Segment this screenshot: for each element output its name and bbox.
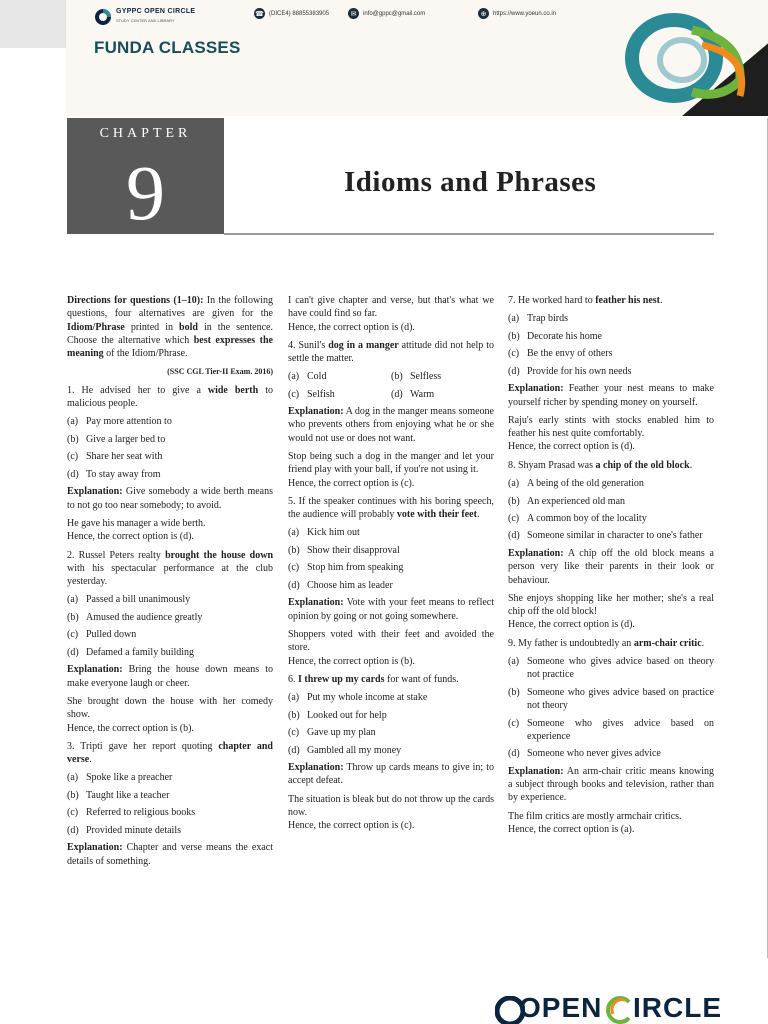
answer-1: Hence, the correct option is (d). — [67, 531, 194, 543]
directions-bold: bold — [179, 321, 198, 333]
option: (d) Someone who never gives advice — [508, 748, 661, 760]
explanation-3: Explanation: Chapter and verse means the exact details of something. — [67, 842, 273, 867]
answer-4: Hence, the correct option is (c). — [288, 477, 415, 489]
question-6: 6. I threw up my cards for want of funds. — [288, 673, 459, 685]
option: (a) Spoke like a preacher — [67, 772, 173, 784]
option: (a) Put my whole income at stake — [288, 692, 428, 704]
option: (b) Give a larger bed to — [67, 433, 166, 445]
example-6: The situation is bleak but do not throw up the cards now. — [288, 793, 494, 818]
page-header — [66, 0, 768, 116]
directions-text: in the sentence. Choose the alternative which — [67, 321, 273, 346]
option: (a) Passed a bill unanimously — [67, 594, 191, 606]
option: (a) Cold — [288, 371, 327, 383]
option: (b) An experienced old man — [508, 495, 626, 507]
option: (c) Gave up my plan — [288, 727, 376, 739]
directions-text: In the following questions, four alternatives are given for the — [67, 295, 273, 320]
chapter-number: 9 — [126, 149, 165, 236]
example-4: Stop being such a dog in the manger and let your friend play with your ball, if you're not using it. — [288, 450, 494, 476]
answer-7: Hence, the correct option is (d). — [508, 441, 635, 453]
example-5: Shoppers voted with their feet and avoided the store. — [288, 628, 494, 654]
chapter-title: Idioms and Phrases — [344, 166, 597, 198]
option: (d) To stay away from — [67, 468, 161, 480]
answer-6: Hence, the correct option is (c). — [288, 820, 415, 832]
question-4-options-row — [288, 370, 494, 383]
example-3: I can't give chapter and verse, but that's what we have could find so far. — [288, 295, 494, 320]
column-3 — [508, 294, 714, 841]
option: (d) Provided minute details — [67, 824, 181, 836]
explanation-7: Explanation: Feather your nest means to make yourself richer by spending money on yourself. — [508, 383, 714, 408]
question-7: 7. He worked hard to feather his nest. — [508, 295, 663, 306]
option: (b) Someone who gives advice based on practice not theory — [508, 686, 714, 712]
question-5: 5. If the speaker continues with his boring speech, the audience will probably vote with their feet. — [288, 495, 494, 521]
question-7-options — [508, 312, 714, 378]
example-8: She enjoys shopping like her mother; she's a real chip off the old block! — [508, 592, 714, 618]
website-contact — [478, 8, 556, 19]
phone-text: (DICE4) 88855383905 — [269, 10, 330, 17]
explanation-5: Explanation: Vote with your feet means to reflect opinion by going or not going somewhere. — [288, 597, 494, 622]
org-name: GYPPC OPEN CIRCLE — [116, 8, 196, 15]
swirl-logo-icon — [622, 0, 768, 116]
brand-title: FUNDA CLASSES — [94, 38, 241, 57]
directions — [67, 294, 273, 360]
title-rule — [224, 233, 714, 235]
answer-3: Hence, the correct option is (d). — [288, 321, 415, 333]
option: (d) Defamed a family building — [67, 646, 195, 658]
footer-logo-right: IRCLE — [633, 992, 722, 1023]
option: (c) Pulled down — [67, 629, 137, 641]
column-1 — [67, 294, 273, 873]
email-text: info@gppc@gmail.com — [363, 10, 426, 17]
option: (c) Someone who gives advice based on experience — [508, 717, 714, 742]
option: (c) Referred to religious books — [67, 807, 196, 819]
explanation-6: Explanation: Throw up cards means to give in; to accept defeat. — [288, 762, 494, 787]
directions-text: of the Idiom/Phrase. — [103, 348, 188, 360]
explanation-1: Explanation: Give somebody a wide berth means to not go too near somebody; to avoid. — [67, 486, 273, 511]
option: (d) Warm — [391, 388, 435, 400]
option: (a) Kick him out — [288, 527, 360, 539]
option: (a) Someone who gives advice based on theory not practice — [508, 656, 714, 681]
phone-icon: ☎ — [254, 8, 265, 19]
question-1: 1. He advised her to give a wide berth to malicious people. — [67, 384, 273, 410]
answer-2: Hence, the correct option is (b). — [67, 722, 194, 734]
option: (b) Show their disapproval — [288, 544, 400, 556]
option: (c) Selfish — [288, 388, 335, 400]
option: (c) Share her seat with — [67, 451, 163, 463]
question-4: 4. Sunil's dog in a manger attitude did not help to settle the matter. — [288, 339, 495, 365]
question-3: 3. Tripti gave her report quoting chapter and verse. — [67, 740, 273, 766]
option: (d) Gambled all my money — [288, 744, 402, 756]
directions-bold: best expresses the meaning — [67, 334, 273, 360]
exam-source: (SSC CGL Tier-II Exam. 2016) — [167, 367, 273, 377]
question-9: 9. My father is undoubtedly an arm-chair critic. — [508, 637, 705, 649]
question-4-options-row — [288, 388, 494, 401]
directions-bold: Idiom/Phrase — [67, 321, 125, 333]
globe-icon: ⊕ — [478, 8, 489, 19]
explanation-9: Explanation: An arm-chair critic means knowing a subject through books and television, rather than by experience. — [508, 765, 714, 804]
option: (d) Choose him as leader — [288, 579, 393, 591]
question-9-options — [508, 655, 714, 761]
question-2-options — [67, 593, 273, 659]
option: (a) Trap birds — [508, 313, 569, 325]
option: (c) Be the envy of others — [508, 348, 613, 360]
question-6-options — [288, 691, 494, 757]
option: (b) Amused the audience greatly — [67, 611, 203, 623]
explanation-8: Explanation: A chip off the old block means a person very like their parents in their look or behaviour. — [508, 547, 714, 586]
question-8: 8. Shyam Prasad was a chip of the old block. — [508, 459, 693, 471]
example-9: The film critics are mostly armchair critics. — [508, 810, 682, 822]
open-circle-logo-icon — [94, 8, 112, 26]
directions-heading: Directions for questions (1–10): — [67, 295, 204, 306]
option: (b) Decorate his home — [508, 330, 602, 342]
option: (b) Selfless — [391, 371, 442, 383]
column-2 — [288, 294, 494, 838]
question-2: 2. Russel Peters realty brought the house down with his spectacular performance at the club yesterday. — [67, 549, 274, 588]
question-5-options — [288, 526, 494, 592]
explanation-4: Explanation: A dog in the manger means someone who prevents others from enjoying what he or she would not use or does not want. — [288, 406, 494, 444]
viewer-margin — [0, 0, 66, 48]
option: (d) Someone similar in character to one's father — [508, 530, 703, 542]
answer-5: Hence, the correct option is (b). — [288, 655, 415, 667]
chapter-label: CHAPTER — [99, 126, 192, 141]
question-3-options — [67, 771, 273, 837]
footer-logo-left: OPEN — [519, 992, 603, 1023]
website-text: https://www.yoeun.co.in — [493, 10, 557, 17]
answer-8: Hence, the correct option is (d). — [508, 619, 635, 631]
explanation-2: Explanation: Bring the house down means to make everyone laugh or cheer. — [67, 664, 273, 689]
chapter-box — [67, 118, 224, 234]
mail-icon: ✉ — [348, 8, 359, 19]
option: (c) A common boy of the locality — [508, 512, 647, 524]
option: (a) A being of the old generation — [508, 478, 644, 490]
answer-9: Hence, the correct option is (a). — [508, 824, 635, 836]
email-contact — [348, 8, 425, 19]
footer-swirl-icon — [605, 994, 635, 1024]
footer-logo — [495, 990, 768, 1024]
option: (c) Stop him from speaking — [288, 562, 404, 574]
question-8-options — [508, 477, 714, 543]
example-2: She brought down the house with her comedy show. — [67, 695, 273, 721]
phone-contact — [254, 8, 329, 19]
option: (d) Provide for his own needs — [508, 365, 632, 377]
option: (a) Pay more attention to — [67, 416, 172, 428]
example-7: Raju's early stints with stocks enabled him to feather his nest quite comfortably. — [508, 414, 714, 440]
org-subtitle: STUDY CENTER AND LIBRARY — [116, 18, 175, 23]
example-1: He gave his manager a wide berth. — [67, 517, 206, 529]
option: (b) Looked out for help — [288, 709, 387, 721]
question-1-options — [67, 415, 273, 481]
directions-text: printed in — [124, 321, 180, 333]
option: (b) Taught like a teacher — [67, 789, 170, 801]
